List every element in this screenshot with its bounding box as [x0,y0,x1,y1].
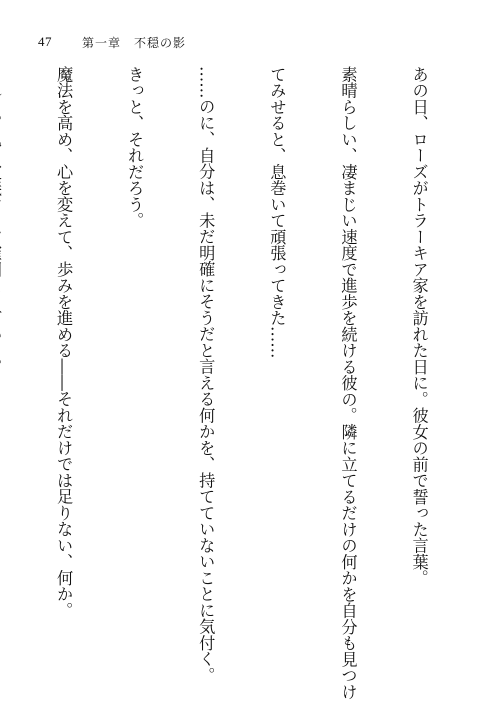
page-number: 47 [38,34,52,49]
paragraph: あの日、ローズがトラーキア家を訪れた日に。彼女の前で誓った言葉。 [409,66,429,586]
paragraph: ……のに、自分は、未だ明確にそうだと言える何かを、持てていないことに気付く。 [196,66,216,684]
paragraph [0,66,4,696]
paragraph: てみせると、息巻いて頑張ってきた…… [267,66,287,359]
body-text [18,66,478,700]
running-header-chapter-title: 第一章 不穏の影 [82,36,187,50]
paragraph: 素晴らしい、凄まじい速度で進歩を続ける彼の。隣に立てるだけの何かを自分も見つけ [338,66,358,700]
paragraph: きっと、それだろう。 [125,66,145,229]
paragraph: 魔法を高め、心を変えて、歩みを進める――それだけでは足りない、何か。 [54,66,74,619]
